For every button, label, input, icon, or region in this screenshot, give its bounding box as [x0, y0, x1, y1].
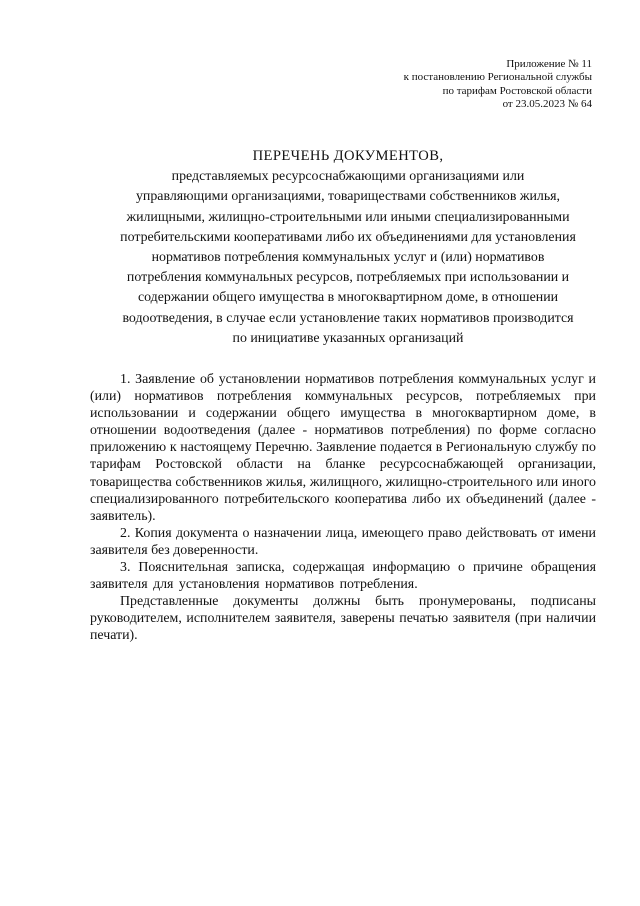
appendix-number: Приложение № 11	[506, 58, 592, 70]
document-heading: ПЕРЕЧЕНЬ ДОКУМЕНТОВ,	[252, 148, 444, 164]
appendix-resolution: к постановлению Региональной службы	[403, 71, 592, 84]
paragraph-application: 1. Заявление об установлении нормативов потребления коммунальных услуг и (или) нормативов потребления коммунальных ресурсов, потребляемых при использовании и содержании общего имущества в многоквартирном доме, в отношении водоотведения (далее - нормативов потребления) по форме согласно приложению к настоящему Перечню. Заявление подается в Региональную службу по тарифам Ростовской области на бланке ресурсоснабжающей организации, товарищества собственников жилья, жилищного, жилищно-строительного или иного специализированного потребительского кооператива либо их объединений (далее - заявитель).	[90, 372, 596, 524]
appendix-date: от 23.05.2023 № 64	[502, 98, 592, 111]
document-title	[88, 146, 608, 349]
title-line: потребительскими кооперативами либо их объединениями для установления	[120, 229, 576, 245]
title-line: управляющими организациями, товариществами собственников жилья,	[135, 189, 561, 205]
document-body	[90, 371, 596, 645]
appendix-header	[404, 58, 592, 112]
title-line: потребления коммунальных ресурсов, потребляемых при использовании и	[126, 270, 570, 286]
title-line: водоотведения, в случае если установление таких нормативов производится	[122, 310, 574, 326]
paragraph-copy: 2. Копия документа о назначении лица, имеющего право действовать от имени заявителя без доверенности.	[90, 525, 596, 558]
title-line: по инициативе указанных организаций	[232, 330, 464, 346]
paragraph-requirements: Представленные документы должны быть пронумерованы, подписаны руководителем, исполнителем заявителя, заверены печатью заявителя (при наличии печати).	[90, 594, 596, 644]
paragraph-explanatory-note: 3. Пояснительная записка, содержащая информацию о причине обращения заявителя для установления нормативов потребления.	[90, 560, 596, 593]
title-line: жилищными, жилищно-строительными или иными специализированными	[126, 209, 570, 225]
title-line: нормативов потребления коммунальных услуг и (или) нормативов	[151, 250, 545, 266]
appendix-authority: по тарифам Ростовской области	[442, 84, 592, 97]
title-line: содержании общего имущества в многоквартирном доме, в отношении	[137, 290, 559, 306]
title-line: представляемых ресурсоснабжающими организациями или	[171, 169, 525, 185]
